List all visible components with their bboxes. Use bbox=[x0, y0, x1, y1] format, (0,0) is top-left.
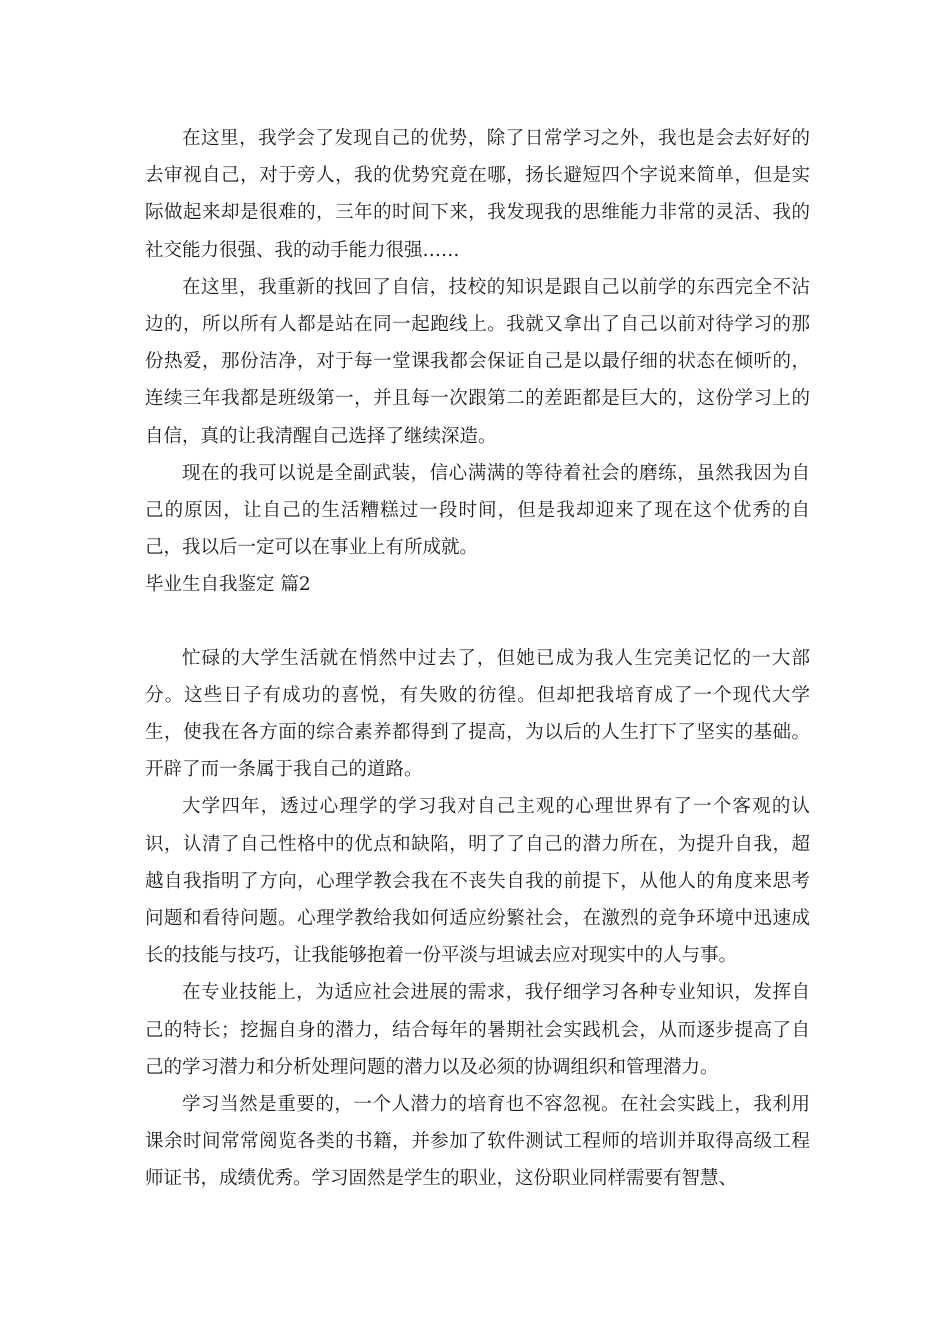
section-heading: 毕业生自我鉴定 篇2 bbox=[145, 574, 311, 596]
paragraph-college-life: 忙碌的大学生活就在悄然中过去了，但她已成为我人生完美记忆的一大部分。这些日子有成功的喜悦，有失败的彷徨。但却把我培育成了一个现代大学生，使我在各方面的综合素养都得到了提高，为以后的人生打下了坚实的基础。开辟了而一条属于我自己的道路。 bbox=[145, 647, 810, 781]
paragraph-future: 现在的我可以说是全副武装，信心满满的等待着社会的磨练，虽然我因为自己的原因，让自己的生活糟糕过一段时间，但是我却迎来了现在这个优秀的自己，我以后一定可以在事业上有所成就。 bbox=[145, 462, 810, 559]
paragraph-confidence: 在这里，我重新的找回了自信，技校的知识是跟自己以前学的东西完全不沾边的，所以所有人都是站在同一起跑线上。我就又拿出了自己以前对待学习的那份热爱，那份洁净，对于每一堂课我都会保证自己是以最仔细的状态在倾听的，连续三年我都是班级第一，并且每一次跟第二的差距都是巨大的，这份学习上的自信，真的让我清醒自己选择了继续深造。 bbox=[145, 276, 810, 447]
blank-line bbox=[145, 604, 810, 640]
paragraph-strengths: 在这里，我学会了发现自己的优势，除了日常学习之外，我也是会去好好的去审视自己，对于旁人，我的优势究竟在哪，扬长避短四个字说来简单，但是实际做起来却是很难的，三年的时间下来，我发现我的思维能力非常的灵活、我的社交能力很强、我的动手能力很强…… bbox=[145, 128, 810, 261]
paragraph-ability-cultivation: 学习当然是重要的，一个人潜力的培育也不容忽视。在社会实践上，我利用课余时间常常阅览各类的书籍，并参加了软件测试工程师的培训并取得高级工程师证书，成绩优秀。学习固然是学生的职业，这份职业同样需要有智慧、 bbox=[145, 1094, 810, 1190]
document-body bbox=[145, 120, 810, 1198]
paragraph-psychology: 大学四年，透过心理学的学习我对自己主观的心理世界有了一个客观的认识，认清了自己性格中的优点和缺陷，明了了自己的潜力所在，为提升自我，超越自我指明了方向，心理学教会我在不丧失自我的前提下，从他人的角度来思考问题和看待问题。心理学教给我如何适应纷繁社会，在激烈的竞争环境中迅速成长的技能与技巧，让我能够抱着一份平淡与坦诚去应对现实中的人与事。 bbox=[145, 796, 810, 967]
paragraph-professional-skills: 在专业技能上，为适应社会进展的需求，我仔细学习各种专业知识，发挥自己的特长；挖掘自身的潜力，结合每年的暑期社会实践机会，从而逐步提高了自己的学习潜力和分析处理问题的潜力以及必须的协调组织和管理潜力。 bbox=[145, 982, 810, 1078]
